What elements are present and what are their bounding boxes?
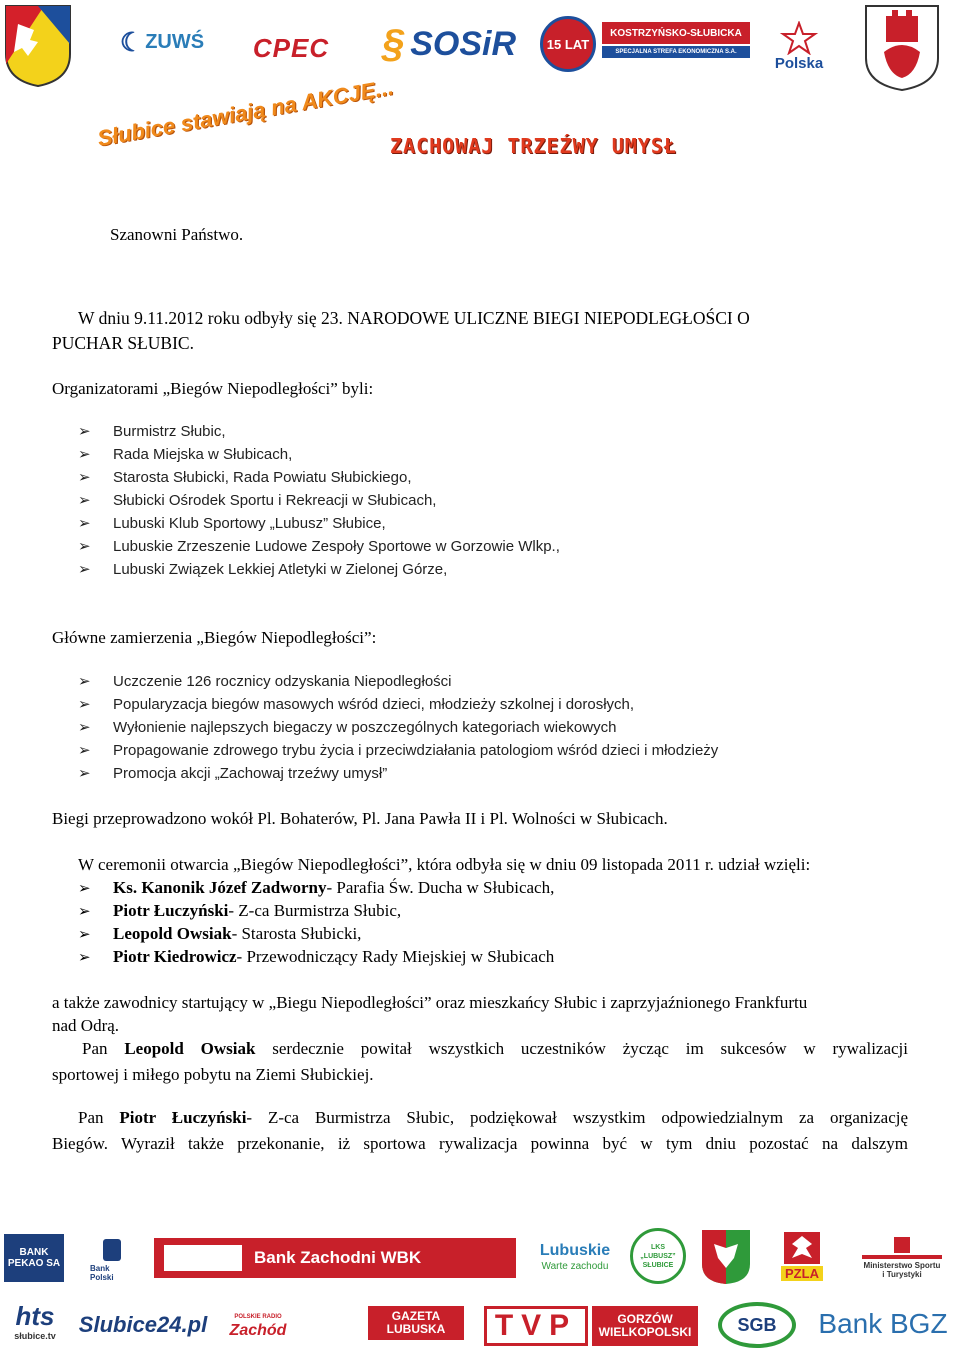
list-item: ➢ Starosta Słubicki, Rada Powiatu Słubickiego, [78,468,412,486]
also-line-2: nad Odrą. [52,1016,120,1035]
list-item: ➢ Leopold Owsiak- Starosta Słubicki, [78,924,362,943]
list-item: ➢ Propagowanie zdrowego trybu życia i przeciwdziałania patologiom wśród dzieci i młodzieży [78,741,719,759]
pko-logo: Bank Polski [90,1238,134,1282]
tvp-gorzow-logo: GORZÓW WIELKOPOLSKI [592,1306,698,1346]
arrow-bullet-icon: ➢ [78,764,91,782]
list-item: ➢ Uczczenie 126 rocznicy odzyskania Niepodległości [78,672,452,690]
arrow-bullet-icon: ➢ [78,468,91,486]
arrow-bullet-icon: ➢ [78,902,91,920]
lubuskie-coat-of-arms-icon [700,1228,752,1286]
route-text: Biegi przeprowadzono wokół Pl. Bohaterów, Pl. Jana Pawła II i Pl. Wolności w Słubicach. [52,809,668,828]
ministerstwo-eagle-icon [894,1237,910,1253]
arrow-bullet-icon: ➢ [78,925,91,943]
greeting: Szanowni Państwo. [110,225,244,244]
powiat-coat-of-arms-icon [4,4,72,88]
lks-lubusz-logo: LKS „LUBUSZ” SŁUBICE [630,1228,686,1284]
organizers-heading: Organizatorami „Biegów Niepodległości” byli: [52,379,374,398]
list-item: ➢ Lubuskie Zrzeszenie Ludowe Zespoły Sportowe w Gorzowie Wlkp., [78,537,560,555]
list-item: ➢ Burmistrz Słubic, [78,422,226,440]
pko-icon [103,1239,121,1261]
ksse-badge: 15 LAT [540,16,596,72]
arrow-bullet-icon: ➢ [78,491,91,509]
luczynski-paragraph-line-1: Pan Piotr Łuczyński- Z-ca Burmistrza Słubic, podziękował wszystkim odpowiedzialnym za organizację [78,1108,909,1127]
owsiak-paragraph-line-1: Pan Leopold Owsiak serdecznie powitał wszystkich uczestników życząc im sukcesów w rywalizacji [82,1039,909,1058]
hts-logo: hts słubice.tv [14,1302,56,1341]
list-item: ➢ Lubuski Klub Sportowy „Lubusz” Słubice, [78,514,386,532]
list-item: ➢ Lubuski Związek Lekkiej Atletyki w Zielonej Górze, [78,560,448,578]
list-item: ➢ Promocja akcji „Zachowaj trzeźwy umysł” [78,764,388,782]
arrow-bullet-icon: ➢ [78,718,91,736]
pekao-logo: BANK PEKAO SA [4,1234,64,1282]
arrow-bullet-icon: ➢ [78,948,91,966]
arrow-bullet-icon: ➢ [78,879,91,897]
sgb-logo: SGB [718,1302,796,1348]
gazeta-lubuska-logo: GAZETA LUBUSKA [368,1306,464,1340]
ministerstwo-logo: Ministerstwo Sportu i Turystyki [862,1234,942,1282]
zuws-logo: ☾ ZUWŚ [119,26,205,57]
wbk-logo: Bank Zachodni WBK [154,1238,516,1278]
intro-line-2: PUCHAR SŁUBIC. [52,333,194,353]
intro-line-1: W dniu 9.11.2012 roku odbyły się 23. NARODOWE ULICZNE BIEGI NIEPODLEGŁOŚCI O [78,308,750,328]
arrow-bullet-icon: ➢ [78,672,91,690]
slubice-coat-of-arms-icon [864,4,940,92]
ksse-subtitle: SPECJALNA STREFA EKONOMICZNA S.A. [602,46,750,58]
cpec-logo: CPEC [252,32,330,63]
luczynski-paragraph-line-2: Biegów. Wyraził także przekonanie, iż sportowa rywalizacja powinna być w tym dniu pozostać na dalszym [52,1134,908,1153]
list-item: ➢ Piotr Kiedrowicz- Przewodniczący Rady Miejskiej w Słubicach [78,947,555,966]
arrow-bullet-icon: ➢ [78,741,91,759]
bank-bgz-logo: Bank BGZ [818,1308,948,1339]
tvp-logo: TVP [484,1306,588,1346]
arrow-bullet-icon: ➢ [78,695,91,713]
sosir-logo: § SOSiR [381,21,517,66]
pzla-eagle-icon [782,1230,822,1266]
polska-star-icon [779,21,819,55]
ceremony-intro: W ceremonii otwarcia „Biegów Niepodległości”, która odbyła się w dniu 09 listopada 2011 r. udział wzięli: [78,855,811,874]
arrow-bullet-icon: ➢ [78,560,91,578]
arrow-bullet-icon: ➢ [78,445,91,463]
slubice24-logo: Slubice24.pl [78,1312,208,1337]
list-item: ➢ Rada Miejska w Słubicach, [78,445,293,463]
arrow-bullet-icon: ➢ [78,537,91,555]
arrow-bullet-icon: ➢ [78,422,91,440]
list-item: ➢ Popularyzacja biegów masowych wśród dzieci, młodzieży szkolnej i dorosłych, [78,695,635,713]
wbk-emblem-icon [164,1245,242,1271]
list-item: ➢ Piotr Łuczyński- Z-ca Burmistrza Słubic, [78,901,402,920]
campaign-slogan [95,74,410,176]
owsiak-paragraph-line-2: sportowej i miłego pobytu na Ziemi Słubickiej. [52,1065,374,1084]
list-item: ➢ Ks. Kanonik Józef Zadworny- Parafia Św. Ducha w Słubicach, [78,878,555,897]
radio-zachod-logo: POLSKIE RADIO Zachód [229,1314,287,1339]
ksse-name: KOSTRZYŃSKO-SŁUBICKA [602,22,750,44]
list-item: ➢ Słubicki Ośrodek Sportu i Rekreacji w Słubicach, [78,491,437,509]
pzla-logo: PZLA [774,1226,830,1284]
list-item: ➢ Wyłonienie najlepszych biegaczy w poszczególnych kategoriach wiekowych [78,718,617,736]
ksse-logo [540,10,752,76]
arrow-bullet-icon: ➢ [78,514,91,532]
campaign-title: ZACHOWAJ TRZEŹWY UMYSŁ [390,134,677,158]
also-line-1: a także zawodnicy startujący w „Biegu Niepodległości” oraz mieszkańcy Słubic i zaprzyjaźnionego Frankfurtu [52,993,808,1012]
slogan-left: Słubice stawiają na AKCJĘ... [95,74,396,152]
goals-heading: Główne zamierzenia „Biegów Niepodległości”: [52,628,377,647]
lubuskie-logo: Lubuskie Warte zachodu [539,1242,611,1272]
polska-logo: Polska [754,16,844,76]
